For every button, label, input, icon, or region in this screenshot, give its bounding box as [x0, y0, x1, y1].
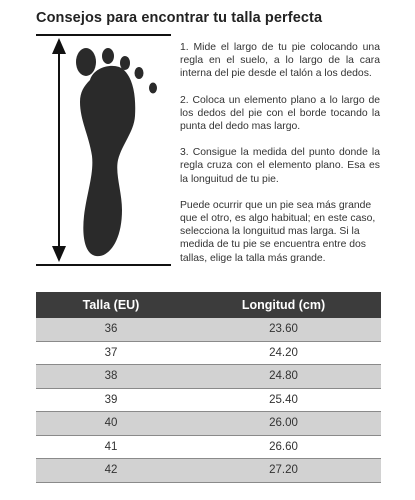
table-row [36, 341, 381, 365]
size-cell: 40 [36, 412, 186, 436]
foot-print-icon [76, 48, 157, 256]
header-size-eu: Talla (EU) [36, 292, 186, 318]
length-cell: 26.00 [186, 412, 381, 436]
size-table [36, 292, 381, 483]
instruction-note: Puede ocurrir que un pie sea más grande que el otro, es algo habitual; en este caso, selecciona la longuitud mas larga. Si la medida de tu pie se encuentra entre dos tallas, elige la talla más grande. [180, 199, 376, 264]
foot-diagram [36, 36, 171, 264]
double-arrow-icon [52, 38, 66, 262]
instruction-step-3: 3. Consigue la medida del punto donde la regla cruza con el elemento plano. Esa es la longuitud de tu pie. [180, 147, 380, 185]
size-cell: 41 [36, 435, 186, 459]
length-cell: 26.60 [186, 435, 381, 459]
table-row [36, 388, 381, 412]
page-title: Consejos para encontrar tu talla perfecta [36, 10, 323, 26]
instruction-step-1: 1. Mide el largo de tu pie colocando una regla en el suelo, a lo largo de la cara interna del pie desde el talón a los dedos. [180, 42, 380, 80]
length-cell: 24.80 [186, 365, 381, 389]
table-row [36, 318, 381, 341]
length-cell: 23.60 [186, 318, 381, 341]
size-cell: 37 [36, 341, 186, 365]
size-cell: 38 [36, 365, 186, 389]
length-cell: 27.20 [186, 459, 381, 483]
instructions-block [180, 41, 380, 265]
table-header-row [36, 292, 381, 318]
table-row [36, 459, 381, 483]
measure-bottom-line [36, 264, 171, 266]
size-cell: 36 [36, 318, 186, 341]
instruction-step-2: 2. Coloca un elemento plano a lo largo de los dedos del pie con el borde tocando la punta del dedo mas largo. [180, 94, 380, 133]
size-cell: 42 [36, 459, 186, 483]
size-cell: 39 [36, 388, 186, 412]
header-length-cm: Longitud (cm) [186, 292, 381, 318]
table-row [36, 412, 381, 436]
table-row [36, 435, 381, 459]
length-cell: 24.20 [186, 341, 381, 365]
table-row [36, 365, 381, 389]
length-cell: 25.40 [186, 388, 381, 412]
